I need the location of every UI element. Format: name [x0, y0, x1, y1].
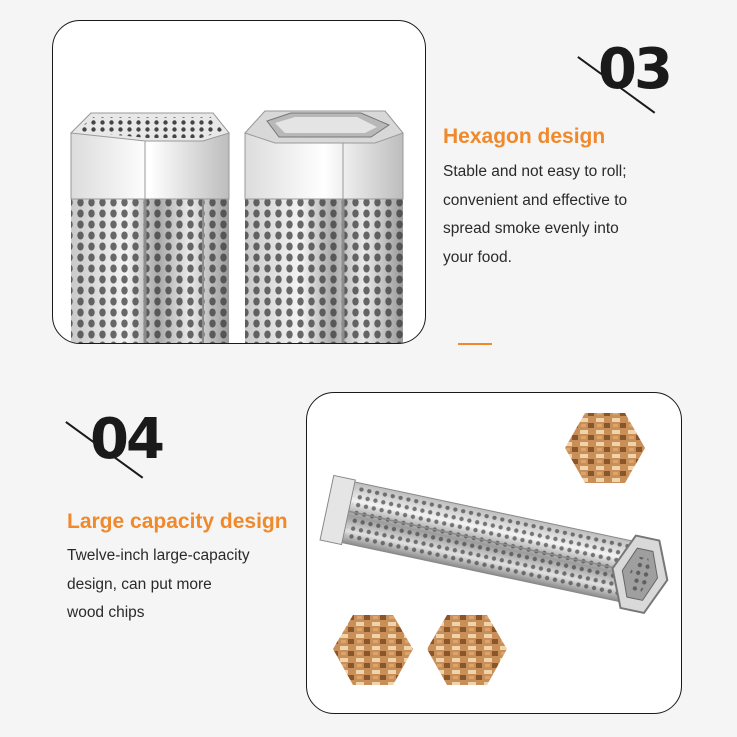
large-capacity-description: [67, 542, 250, 628]
right-tube: [245, 111, 403, 343]
wood-chips-hexagon-bottom-right: [427, 615, 507, 685]
description-line: convenient and effective to: [443, 191, 628, 209]
hexagon-tubes-illustration: [53, 21, 425, 343]
section-number-04: 04: [90, 407, 162, 472]
description-line: your food.: [443, 248, 512, 266]
wood-chips-hexagon-bottom-left: [333, 615, 413, 685]
section-number-03: 03: [598, 37, 670, 102]
hexagon-design-description: [443, 158, 627, 272]
description-line: Stable and not easy to roll;: [443, 163, 627, 180]
large-capacity-title: Large capacity design: [67, 510, 288, 533]
hexagon-tubes-photo: [52, 20, 426, 344]
hexagon-design-title: Hexagon design: [443, 125, 606, 148]
accent-divider: [458, 343, 492, 345]
description-line: spread smoke evenly into: [443, 220, 619, 237]
long-perforated-tube: [319, 472, 675, 617]
left-tube: [71, 113, 229, 343]
smoker-tube-illustration: [307, 393, 681, 713]
smoker-tube-photo: [306, 392, 682, 714]
description-line: Twelve-inch large-capacity: [67, 547, 250, 564]
description-line: wood chips: [67, 604, 145, 621]
description-line: design, can put more: [67, 575, 212, 593]
wood-chips-hexagon-top: [565, 413, 645, 483]
